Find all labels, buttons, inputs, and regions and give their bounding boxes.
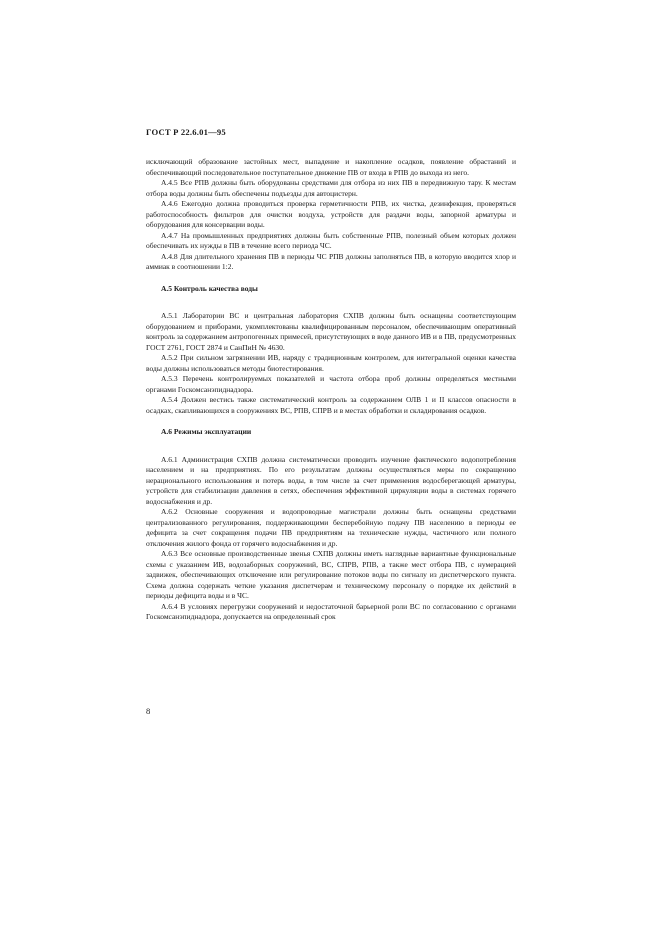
paragraph-a5-3: А.5.3 Перечень контролируемых показателей и частота отбора проб должны определяться местными органами Госкомсанэпиднадзора. bbox=[146, 374, 516, 394]
paragraph-a4-7: А.4.7 На промышленных предприятиях должны быть собственные РПВ, полезный объем которых должен обеспечивать их нужды в ПВ в течение всего периода ЧС. bbox=[146, 230, 516, 250]
paragraph-a6-2: А.6.2 Основные сооружения и водопроводные магистрали должны быть оснащены средствами централизованного регулирования, поддерживающими бесперебойную подачу ПВ населению в периоды ее дефицита за счет сокращения подачи ПВ предприятиям на технические нужды, частичного или полного отключения жилого фонда от горячего водоснабжения и др. bbox=[146, 507, 516, 548]
paragraph-a6-4: А.6.4 В условиях перегрузки сооружений и недостаточной барьерной роли ВС по согласованию с органами Госкомсанэпиднадзора, допускается на определенный срок bbox=[146, 601, 516, 621]
section-spacer bbox=[146, 438, 516, 455]
page-number: 8 bbox=[146, 706, 151, 716]
paragraph-a6-3: А.6.3 Все основные производственные звенья СХПВ должны иметь наглядные вариантные функциональные схемы с указанием ИВ, водозаборных сооружений, ВС, СПРВ, РПВ, а также мест отбора ПВ, с нумерацией задвижек, обеспечивающих отключение или регулирование потоков воды по сигналу из диспетчерского пункта. Схема должна содержать четкие указания диспетчерам и техническому персоналу о порядке их действий в периоды дефицита воды и в ЧС. bbox=[146, 549, 516, 600]
section-heading-a6: А.6 Режимы эксплуатации bbox=[161, 427, 252, 436]
document-header: ГОСТ Р 22.6.01—95 bbox=[146, 127, 226, 137]
paragraph-a6-1: А.6.1 Администрация СХПВ должна систематически проводить изучение фактического водопотребления населением и на предприятиях. По его результатам должны осуществляться меры по сокращению нерационального использования и потерь воды, в том числе за счет применения водосберегающей арматуры, устройств для стабилизации давления в сетях, обеспечения эффективной циркуляции воды в системах горячего водоснабжения и др. bbox=[146, 454, 516, 506]
section-heading-a5: А.5 Контроль качества воды bbox=[161, 283, 258, 293]
paragraph-a4-6: А.4.6 Ежегодно должна проводиться проверка герметичности РПВ, их чистка, дезинфекция, проверяться работоспособность фильтров для очистки воздуха, устройств для раздачи воды, запорной арматуры и оборудования для консервации воды. bbox=[146, 199, 516, 229]
document-body bbox=[146, 157, 516, 623]
section-spacer bbox=[146, 273, 516, 284]
paragraph-a5-2: А.5.2 При сильном загрязнении ИВ, наряду с традиционным контролем, для интегральной оценки качества воды должны использоваться методы биотестирования. bbox=[146, 353, 516, 373]
paragraph-a4-continuation: исключающий образование застойных мест, выпадение и накопление осадков, появление обрастаний и обеспечивающий последовательное поступательное движение ПВ от входа в РПВ до выхода из него. bbox=[146, 157, 516, 177]
paragraph-a4-8: А.4.8 Для длительного хранения ПВ в периоды ЧС РПВ должны заполняться ПВ, в которую вводится хлор и аммиак в соотношении 1:2. bbox=[146, 251, 516, 271]
paragraph-a5-1: А.5.1 Лаборатории ВС и центральная лаборатория СХПВ должны быть оснащены соответствующим оборудованием и приборами, укомплектованы квалифицированным персоналом, обеспечивающим оперативный контроль за содержанием антропогенных примесей, присутствующих в воде данного ИВ и в ПВ, предусмотренных ГОСТ 2761, ГОСТ 2874 и СанПиН № 4630. bbox=[146, 311, 516, 352]
section-spacer bbox=[146, 416, 516, 427]
paragraph-a5-4: А.5.4 Должен вестись также систематический контроль за содержанием ОЛВ 1 и II классов опасности в осадках, скапливающихся в сооружениях ВС, РПВ, СПРВ и в местах обработки и складирования осадков. bbox=[146, 395, 516, 415]
section-spacer bbox=[146, 294, 516, 311]
paragraph-a4-5: А.4.5 Все РПВ должны быть оборудованы средствами для отбора из них ПВ в передвижную тару. К местам отбора воды должны быть обеспечены подъезды для автоцистерн. bbox=[146, 178, 516, 198]
